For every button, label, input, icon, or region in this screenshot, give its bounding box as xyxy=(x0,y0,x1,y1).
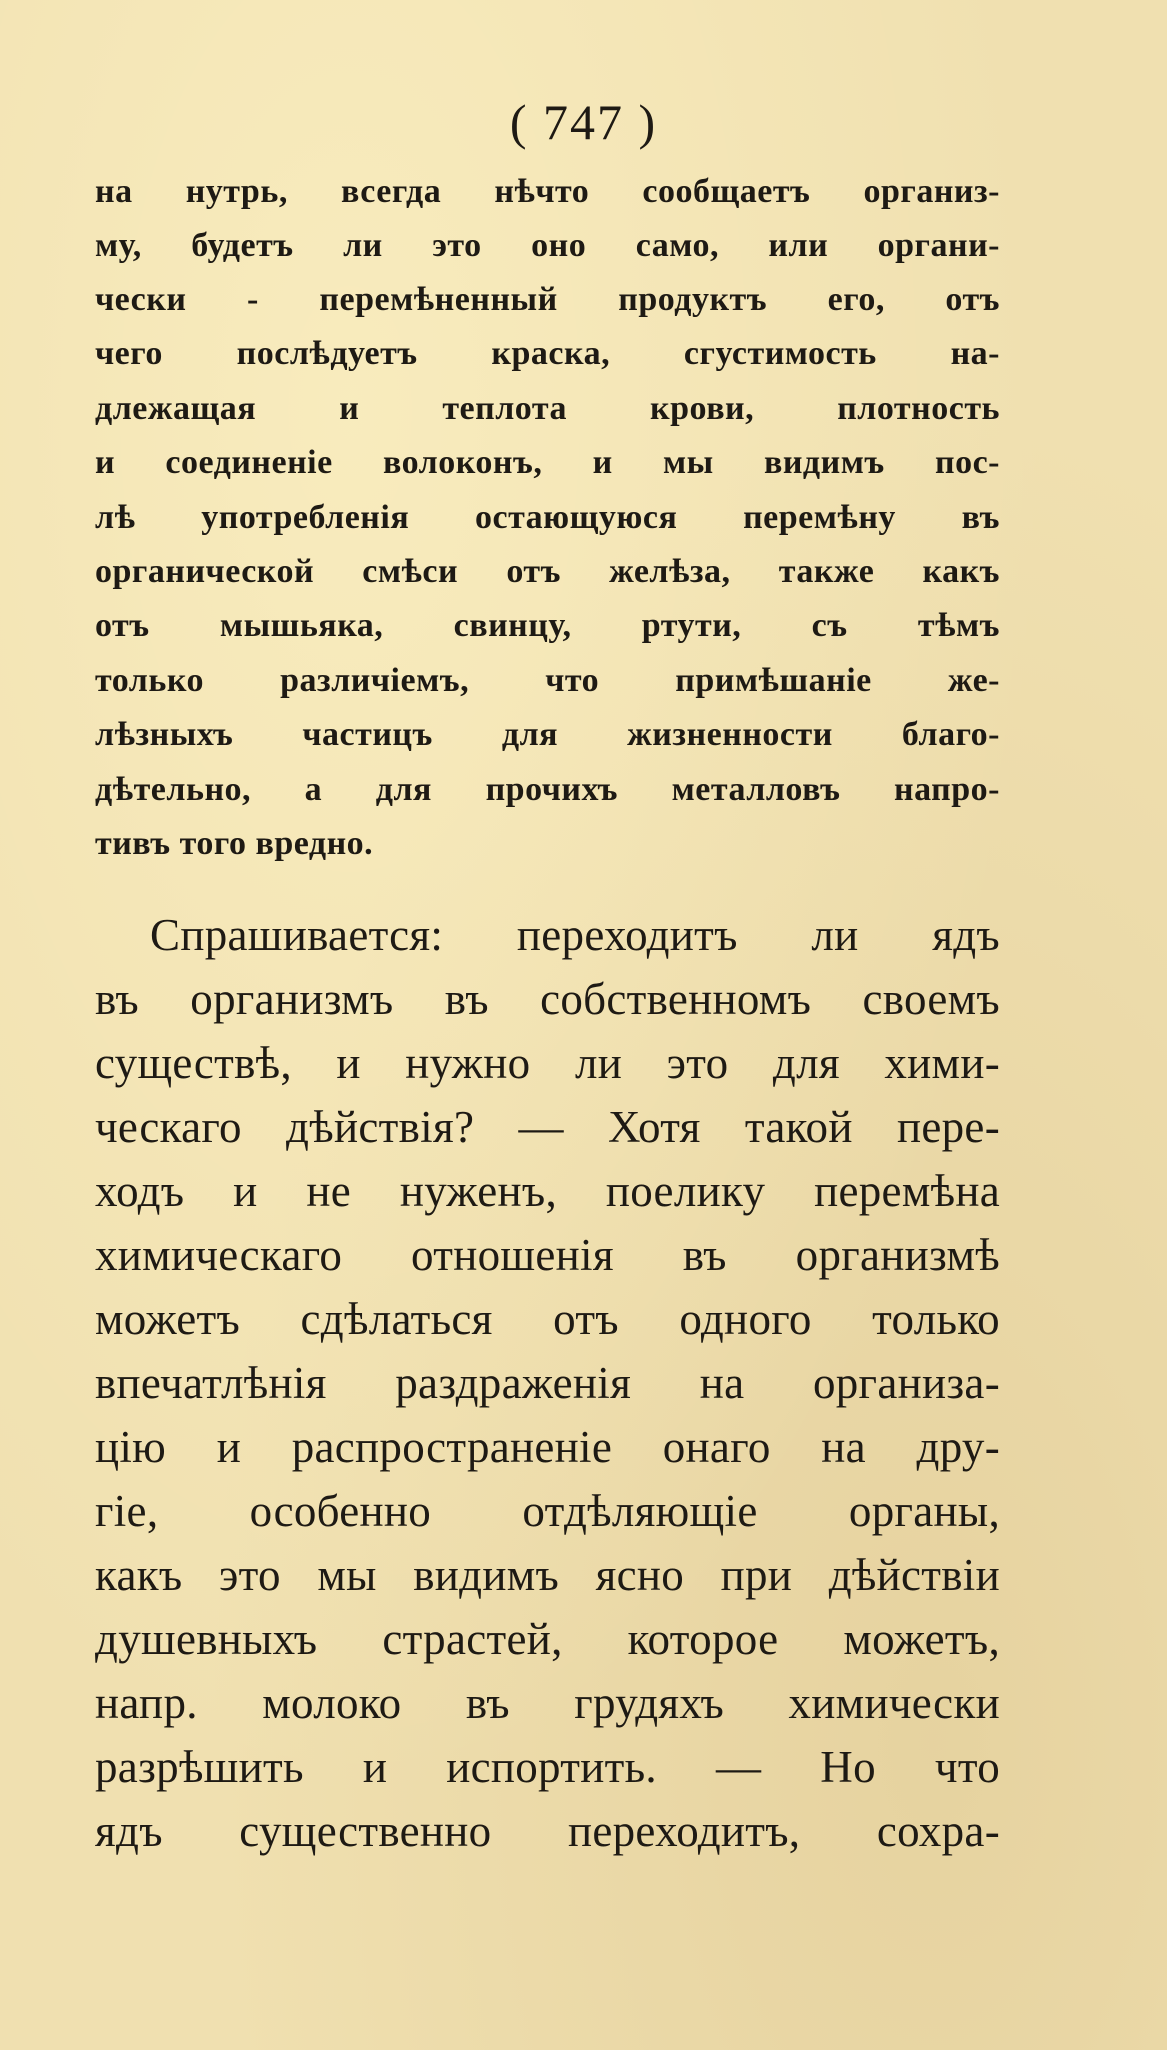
text-line: длежащая и теплота крови, плотность xyxy=(95,390,1000,427)
text-line: какъ это мы видимъ ясно при дѣйствiи xyxy=(95,1550,1000,1600)
text-line: лѣзныхъ частицъ для жизненности благо- xyxy=(95,716,1000,753)
page-number: ( 747 ) xyxy=(509,94,658,150)
text-line: ядъ существенно переходитъ, сохра- xyxy=(95,1806,1000,1856)
text-line: только различiемъ, что примѣшанiе же- xyxy=(95,662,1000,699)
text-line: му, будетъ ли это оно само, или органи- xyxy=(95,227,1000,264)
text-line: и соединенiе волоконъ, и мы видимъ пос- xyxy=(95,444,1000,481)
text-line: чески - перемѣненный продуктъ его, отъ xyxy=(95,281,1000,318)
text-line: гiе, особенно отдѣляющiе органы, xyxy=(95,1486,1000,1536)
text-line: разрѣшить и испортить. — Но что xyxy=(95,1742,1000,1792)
text-line: Спрашивается: переходитъ ли ядъ xyxy=(150,910,1000,960)
text-line: отъ мышьяка, свинцу, ртути, съ тѣмъ xyxy=(95,607,1000,644)
text-line: тивъ того вредно. xyxy=(95,825,374,862)
text-line: лѣ употребленiя остающуюся перемѣну въ xyxy=(95,499,1000,536)
text-line: существѣ, и нужно ли это для хими- xyxy=(95,1038,1000,1088)
text-line: химическаго отношенiя въ организмѣ xyxy=(95,1230,1000,1280)
text-line: ческаго дѣйствiя? — Хотя такой пере- xyxy=(95,1102,1000,1152)
text-line: ходъ и не нуженъ, поелику перемѣна xyxy=(95,1166,1000,1216)
text-line: чего послѣдуетъ краска, сгустимость на- xyxy=(95,335,1000,372)
text-line: въ организмъ въ собственномъ своемъ xyxy=(95,974,1000,1024)
text-line: на нутрь, всегда нѣчто сообщаетъ организ- xyxy=(95,173,1000,210)
text-line: впечатлѣнiя раздраженiя на организа- xyxy=(95,1358,1000,1408)
text-line: органической смѣси отъ желѣза, также какъ xyxy=(95,553,1000,590)
text-line: душевныхъ страстей, которое можетъ, xyxy=(95,1614,1000,1664)
text-line: дѣтельно, а для прочихъ металловъ напро- xyxy=(95,771,1000,808)
text-line: цiю и распространенiе онаго на дру- xyxy=(95,1422,1000,1472)
text-line: напр. молоко въ грудяхъ химически xyxy=(95,1678,1000,1728)
text-line: можетъ сдѣлаться отъ одного только xyxy=(95,1294,1000,1344)
